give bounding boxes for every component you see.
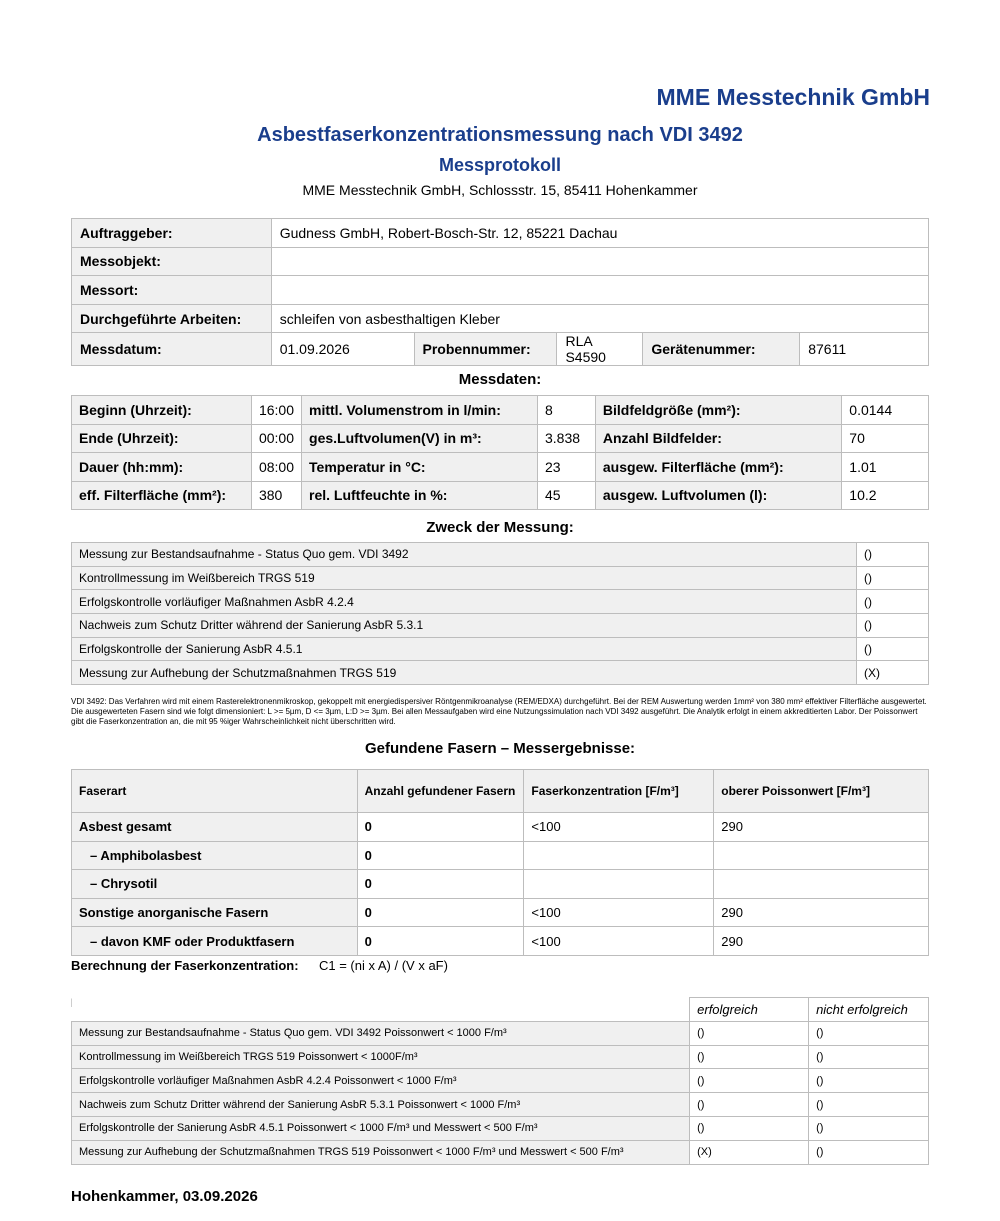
ergebnisse-row [72,813,929,842]
zweck-check: () [857,637,929,661]
bewertung-criterion: Erfolgskontrolle vorläufiger Maßnahmen AsbR 4.2.4 Poissonwert < 1000 F/m³ [72,1069,690,1093]
messdaten-label: Beginn (Uhrzeit): [72,396,252,425]
method-note: VDI 3492: Das Verfahren wird mit einem Rasterelektronenmikroskop, gekoppelt mit energiedispersiver Röntgenmikroanalyse (REM/EDXA) durchgeführt. Bei der REM Auswertung werden 1mm² von 380 mm² effektiver Filterfläche ausgewertet. Die ausgewerteten Fasern sind wie folgt dimensioniert: L >= 5µm, D <= 3µm, L:D >= 3µm. Bei allen Messaufgaben wird eine Nutzungssimulation nach VDI 3492 ausgeführt. Die Analytik erfolgt in einem akkreditierten Labor. Der Poissonwert gibt die Faserkonzentration an, die mit 95 %iger Wahrscheinlichkeit nicht überschritten wird. [71,697,927,726]
company-address: MME Messtechnik GmbH, Schlossstr. 15, 85411 Hohenkammer [302,182,698,198]
zweck-check: () [857,543,929,567]
messdaten-value: 380 [251,481,301,510]
zweck-purpose: Erfolgskontrolle vorläufiger Maßnahmen AsbR 4.2.4 [72,590,857,614]
messdaten-value: 0.0144 [842,396,929,425]
value-geraetenummer: 87611 [800,333,929,366]
row-messdatum [72,333,929,366]
messdaten-table [71,395,929,510]
document-title: Asbestfaserkonzentrationsmessung nach VDI 3492 [257,124,743,146]
zweck-heading: Zweck der Messung: [426,519,574,536]
fiber-concentration: <100 [524,898,714,927]
messdaten-row [72,424,929,453]
bewertung-fail-check: () [809,1021,929,1045]
fiber-concentration: <100 [524,927,714,956]
fiber-type: – Chrysotil [72,870,358,899]
messdaten-label: mittl. Volumenstrom in l/min: [302,396,538,425]
zweck-purpose: Messung zur Bestandsaufnahme - Status Quo gem. VDI 3492 [72,543,857,567]
zweck-purpose: Erfolgskontrolle der Sanierung AsbR 4.5.1 [72,637,857,661]
fiber-count: 0 [357,898,524,927]
bewertung-fail-check: () [809,1069,929,1093]
messdaten-label: ausgew. Luftvolumen (l): [595,481,841,510]
messdaten-value: 3.838 [537,424,595,453]
row-auftraggeber [72,219,929,248]
poisson-value [714,841,929,870]
messdaten-heading: Messdaten: [458,371,542,388]
bewertung-row [72,1140,929,1164]
messdaten-value: 00:00 [251,424,301,453]
fiber-type: – davon KMF oder Produktfasern [72,927,358,956]
company-name: MME Messtechnik GmbH [656,84,930,110]
bewertung-success-check: () [690,1069,809,1093]
messdaten-label: Dauer (hh:mm): [72,453,252,482]
ergebnisse-header-row [72,770,929,813]
messdaten-value: 16:00 [251,396,301,425]
value-messort [271,276,928,305]
fiber-concentration [524,841,714,870]
berechnung-label: Berechnung der Faserkonzentration: [71,958,299,973]
messdaten-row [72,396,929,425]
bewertung-row [72,1093,929,1117]
bewertung-fail-check: () [809,1093,929,1117]
ergebnisse-column-header: Anzahl gefundener Fasern [357,770,524,813]
ergebnisse-heading: Gefundene Fasern – Messergebnisse: [364,740,636,757]
bewertung-col-success: erfolgreich [690,998,809,1022]
bewertung-success-check: () [690,1045,809,1069]
document-subtitle: Messprotokoll [438,155,562,175]
bewertung-header-blank [72,998,690,1022]
bewertung-success-check: (X) [690,1140,809,1164]
zweck-row [72,637,929,661]
bewertung-fail-check: () [809,1140,929,1164]
zweck-check: (X) [857,661,929,685]
ergebnisse-row [72,927,929,956]
fiber-concentration: <100 [524,813,714,842]
bewertung-table [71,997,929,1165]
bewertung-col-fail: nicht erfolgreich [809,998,929,1022]
ergebnisse-table [71,769,929,956]
row-messobjekt [72,247,929,276]
messdaten-label: ausgew. Filterfläche (mm²): [595,453,841,482]
bewertung-criterion: Kontrollmessung im Weißbereich TRGS 519 Poissonwert < 1000F/m³ [72,1045,690,1069]
zweck-row [72,590,929,614]
zweck-check: () [857,590,929,614]
zweck-row [72,661,929,685]
bewertung-row [72,1045,929,1069]
poisson-value: 290 [714,898,929,927]
fiber-count: 0 [357,927,524,956]
label-probennummer: Probennummer: [414,333,557,366]
label-arbeiten: Durchgeführte Arbeiten: [72,304,272,333]
bewertung-row [72,1021,929,1045]
zweck-check: () [857,614,929,638]
value-messdatum: 01.09.2026 [271,333,414,366]
messdaten-value: 08:00 [251,453,301,482]
zweck-row [72,543,929,567]
messdaten-value: 10.2 [842,481,929,510]
messdaten-label: rel. Luftfeuchte in %: [302,481,538,510]
messdaten-row [72,481,929,510]
messdaten-value: 45 [537,481,595,510]
messdaten-label: ges.Luftvolumen(V) in m³: [302,424,538,453]
zweck-purpose: Nachweis zum Schutz Dritter während der Sanierung AsbR 5.3.1 [72,614,857,638]
zweck-row [72,566,929,590]
messdaten-label: eff. Filterfläche (mm²): [72,481,252,510]
messdaten-label: Temperatur in °C: [302,453,538,482]
fiber-count: 0 [357,841,524,870]
fiber-type: Sonstige anorganische Fasern [72,898,358,927]
ergebnisse-column-header: Faserkonzentration [F/m³] [524,770,714,813]
bewertung-header-row [72,998,929,1022]
label-messobjekt: Messobjekt: [72,247,272,276]
messdaten-value: 8 [537,396,595,425]
zweck-check: () [857,566,929,590]
bewertung-success-check: () [690,1093,809,1117]
messdaten-label: Bildfeldgröße (mm²): [595,396,841,425]
ergebnisse-row [72,841,929,870]
ergebnisse-column-header: oberer Poissonwert [F/m³] [714,770,929,813]
footer-place-date: Hohenkammer, 03.09.2026 [71,1188,258,1205]
fiber-type: Asbest gesamt [72,813,358,842]
bewertung-success-check: () [690,1021,809,1045]
value-probennummer: RLA S4590 [557,333,643,366]
ergebnisse-row [72,898,929,927]
bewertung-criterion: Messung zur Aufhebung der Schutzmaßnahmen TRGS 519 Poissonwert < 1000 F/m³ und Messwert < 500 F/m³ [72,1140,690,1164]
fiber-count: 0 [357,813,524,842]
bewertung-row [72,1116,929,1140]
bewertung-fail-check: () [809,1045,929,1069]
row-messort [72,276,929,305]
label-messort: Messort: [72,276,272,305]
bewertung-row [72,1069,929,1093]
berechnung [71,958,448,973]
zweck-row [72,614,929,638]
bewertung-fail-check: () [809,1116,929,1140]
ergebnisse-row [72,870,929,899]
fiber-type: – Amphibolasbest [72,841,358,870]
row-arbeiten [72,304,929,333]
messdaten-value: 70 [842,424,929,453]
bewertung-criterion: Nachweis zum Schutz Dritter während der Sanierung AsbR 5.3.1 Poissonwert < 1000 F/m³ [72,1093,690,1117]
label-auftraggeber: Auftraggeber: [72,219,272,248]
zweck-purpose: Messung zur Aufhebung der Schutzmaßnahmen TRGS 519 [72,661,857,685]
messdaten-label: Ende (Uhrzeit): [72,424,252,453]
berechnung-formula: C1 = (ni x A) / (V x aF) [319,958,448,973]
general-info-table [71,218,929,366]
label-messdatum: Messdatum: [72,333,272,366]
value-arbeiten: schleifen von asbesthaltigen Kleber [271,304,928,333]
ergebnisse-column-header: Faserart [72,770,358,813]
poisson-value [714,870,929,899]
bewertung-criterion: Erfolgskontrolle der Sanierung AsbR 4.5.1 Poissonwert < 1000 F/m³ und Messwert < 500 F/m³ [72,1116,690,1140]
poisson-value: 290 [714,813,929,842]
bewertung-criterion: Messung zur Bestandsaufnahme - Status Quo gem. VDI 3492 Poissonwert < 1000 F/m³ [72,1021,690,1045]
messdaten-label: Anzahl Bildfelder: [595,424,841,453]
label-geraetenummer: Gerätenummer: [643,333,800,366]
bewertung-success-check: () [690,1116,809,1140]
value-messobjekt [271,247,928,276]
fiber-count: 0 [357,870,524,899]
poisson-value: 290 [714,927,929,956]
fiber-concentration [524,870,714,899]
value-auftraggeber: Gudness GmbH, Robert-Bosch-Str. 12, 85221 Dachau [271,219,928,248]
messdaten-value: 23 [537,453,595,482]
zweck-purpose: Kontrollmessung im Weißbereich TRGS 519 [72,566,857,590]
messdaten-value: 1.01 [842,453,929,482]
messdaten-row [72,453,929,482]
zweck-table [71,542,929,685]
